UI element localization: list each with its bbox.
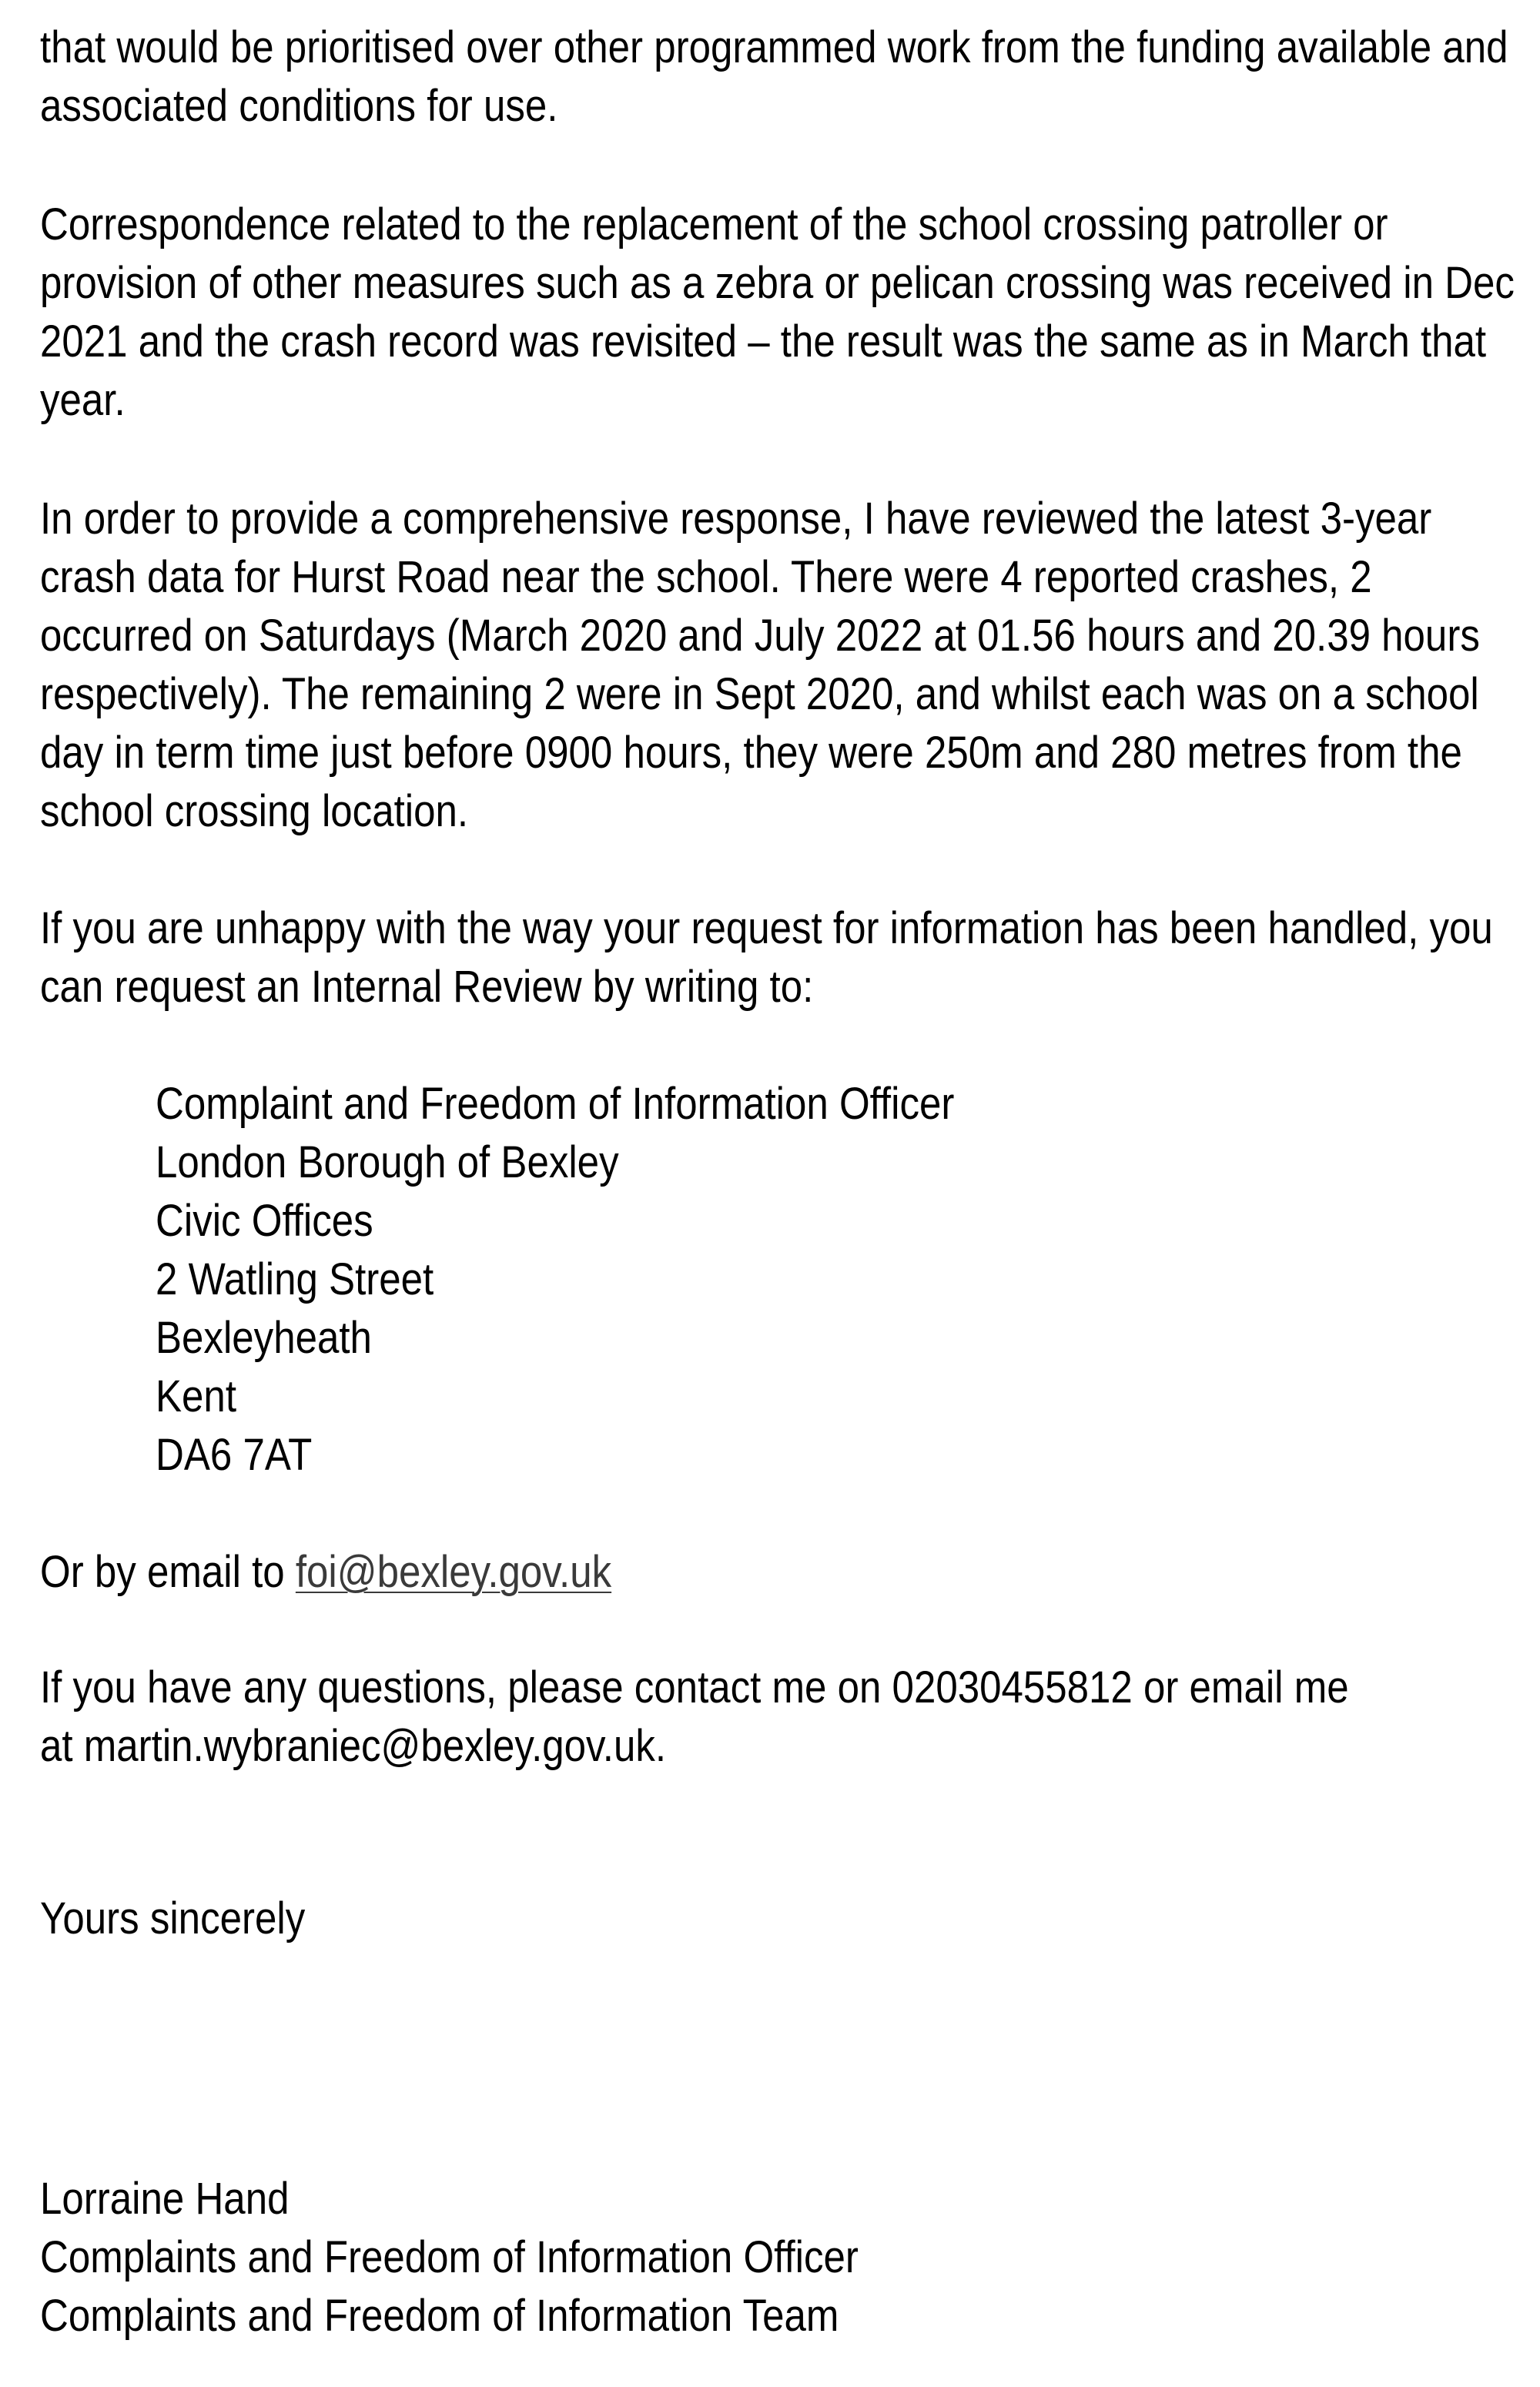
foi-email-link[interactable]: foi@bexley.gov.uk <box>295 1547 612 1597</box>
signature-team: Complaints and Freedom of Information Team <box>40 2291 839 2341</box>
text-line: year. <box>40 375 126 425</box>
contact-paragraph <box>40 1659 1349 1776</box>
address-line: Complaint and Freedom of Information Officer <box>156 1079 955 1129</box>
text-line: provision of other measures such as a zebra or pelican crossing was received in Dec <box>40 258 1515 308</box>
text-line: Correspondence related to the replacement of the school crossing patroller or <box>40 199 1388 249</box>
text-line: If you have any questions, please contact me on 02030455812 or email me <box>40 1662 1349 1712</box>
signature-block <box>40 2170 1301 2345</box>
postal-address <box>156 1075 1416 1485</box>
text-line: can request an Internal Review by writing to: <box>40 962 814 1012</box>
email-prefix: Or by email to <box>40 1547 296 1597</box>
address-line: DA6 7AT <box>156 1430 313 1480</box>
closing-line: Yours sincerely <box>40 1893 306 1943</box>
text-line: at martin.wybraniec@bexley.gov.uk. <box>40 1721 667 1771</box>
text-line: occurred on Saturdays (March 2020 and July 2022 at 01.56 hours and 20.39 hours <box>40 611 1480 661</box>
address-line: Kent <box>156 1371 237 1421</box>
signature-name: Lorraine Hand <box>40 2174 290 2224</box>
paragraph-correspondence <box>40 196 1515 430</box>
address-line: London Borough of Bexley <box>156 1137 619 1187</box>
text-line: respectively). The remaining 2 were in Sept 2020, and whilst each was on a school <box>40 669 1479 719</box>
text-line: that would be prioritised over other programmed work from the funding available and <box>40 22 1508 72</box>
text-line: In order to provide a comprehensive response, I have reviewed the latest 3-year <box>40 494 1432 544</box>
text-line: 2021 and the crash record was revisited – the result was the same as in March that <box>40 316 1487 367</box>
email-paragraph <box>40 1543 1301 1602</box>
paragraph-internal-review <box>40 899 1493 1016</box>
paragraph-crash-data <box>40 490 1480 841</box>
text-line: If you are unhappy with the way your request for information has been handled, you <box>40 903 1493 953</box>
text-line <box>40 1543 1301 1602</box>
text-line: crash data for Hurst Road near the school. There were 4 reported crashes, 2 <box>40 552 1372 602</box>
text-line: day in term time just before 0900 hours, they were 250m and 280 metres from the <box>40 728 1462 778</box>
address-line: Civic Offices <box>156 1196 373 1246</box>
address-line: 2 Watling Street <box>156 1254 434 1304</box>
closing <box>40 1890 1301 1948</box>
address-line: Bexleyheath <box>156 1313 372 1363</box>
text-line: associated conditions for use. <box>40 81 558 131</box>
signature-title: Complaints and Freedom of Information Officer <box>40 2232 859 2282</box>
paragraph-funding <box>40 18 1508 136</box>
text-line: school crossing location. <box>40 786 469 836</box>
